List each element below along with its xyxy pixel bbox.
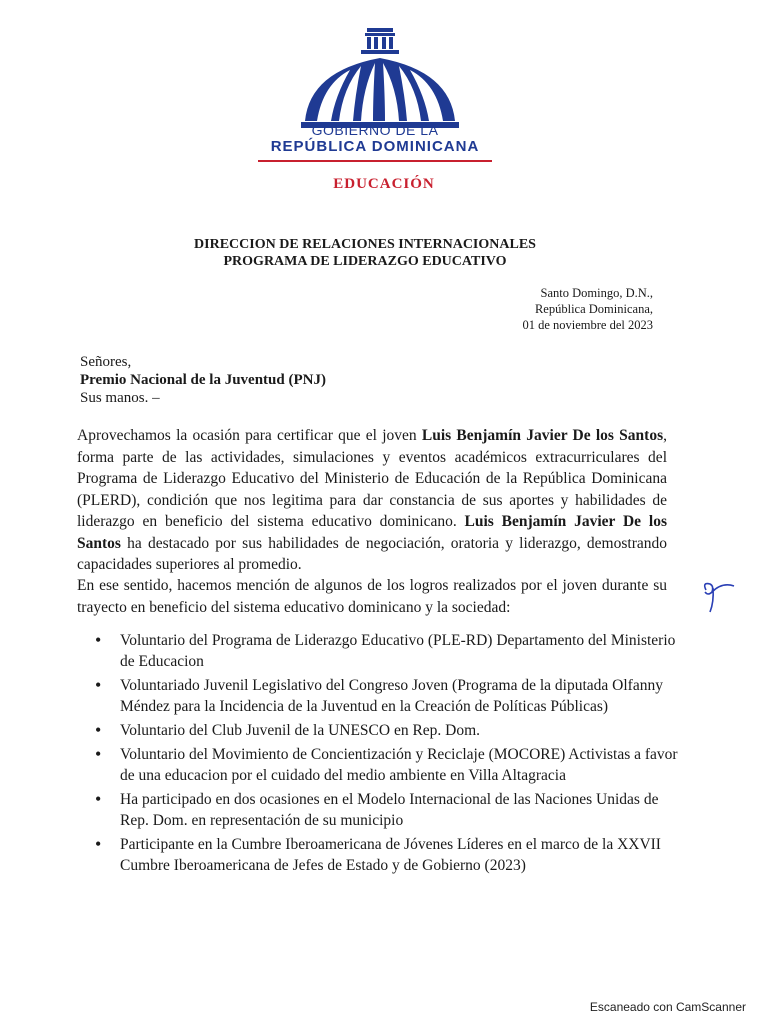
government-name	[250, 122, 500, 156]
student-name: Luis Benjamín Javier De los Santos	[421, 427, 664, 444]
date-line-3: 01 de noviembre del 2023	[522, 318, 653, 332]
red-divider	[258, 160, 492, 162]
p1-text-b: , forma parte de las actividades, simulaciones y eventos académicos extracurriculares del Programa de Liderazgo Educativo del Ministerio de Educación de la República Dominicana (PLERD), condición que nos legitima para dar constancia de sus aportes y habilidades de liderazgo en beneficio del sistema educativo dominicano.	[77, 427, 667, 530]
letter-heading	[150, 236, 580, 270]
student-name-2: Luis Benjamín Javier De los Santos	[77, 513, 667, 552]
list-item: • Voluntariado Juvenil Legislativo del Congreso Joven (Programa de la diputada Olfanny Méndez para la Incidencia de la Juventud en la Creación de Políticas Públicas)	[95, 675, 685, 717]
paragraph-1	[77, 425, 667, 576]
initial-signature	[700, 578, 740, 618]
paragraph-2: En ese sentido, hacemos mención de algunos de los logros realizados por el joven durante su trayecto en beneficio del sistema educativo dominicano y la sociedad:	[77, 577, 667, 616]
closing: Sus manos. –	[80, 390, 160, 406]
gov-line-2: REPÚBLICA DOMINICANA	[270, 138, 480, 155]
list-item: • Voluntario del Programa de Liderazgo Educativo (PLE-RD) Departamento del Ministerio de Educacion	[95, 630, 685, 672]
gov-line-1: GOBIERNO DE LA	[311, 122, 439, 138]
salutation: Señores,	[80, 354, 132, 370]
addressee	[80, 353, 326, 407]
department-name: EDUCACIÓN	[333, 176, 435, 192]
list-item: • Participante en la Cumbre Iberoamericana de Jóvenes Líderes en el marco de la XXVII Cumbre Iberoamericana de Jefes de Estado y de Gobierno (2023)	[95, 834, 685, 876]
date-line-1: Santo Domingo, D.N.,	[540, 286, 653, 300]
heading-line-2: PROGRAMA DE LIDERAZGO EDUCATIVO	[223, 254, 507, 269]
dome-logo	[295, 26, 465, 134]
achievements-list	[95, 630, 685, 879]
p1-text-a: Aprovechamos la ocasión para certificar que el joven	[77, 427, 422, 444]
date-line-2: República Dominicana,	[534, 302, 653, 316]
heading-line-1: DIRECCION DE RELACIONES INTERNACIONALES	[194, 237, 536, 252]
date-block	[522, 285, 653, 333]
scanner-watermark: Escaneado con CamScanner	[589, 1000, 746, 1014]
organization: Premio Nacional de la Juventud (PNJ)	[80, 372, 326, 388]
list-item: • Ha participado en dos ocasiones en el Modelo Internacional de las Naciones Unidas de Rep. Dom. en representación de su municipio	[95, 789, 685, 831]
list-item: • Voluntario del Movimiento de Concientización y Reciclaje (MOCORE) Activistas a favor de una educacion por el cuidado del medio ambiente en Villa Altagracia	[95, 744, 685, 786]
p1-text-c: ha destacado por sus habilidades de negociación, oratoria y liderazgo, demostrando capacidades superiores al promedio.	[77, 534, 667, 573]
list-item: • Voluntario del Club Juvenil de la UNESCO en Rep. Dom.	[95, 720, 685, 741]
